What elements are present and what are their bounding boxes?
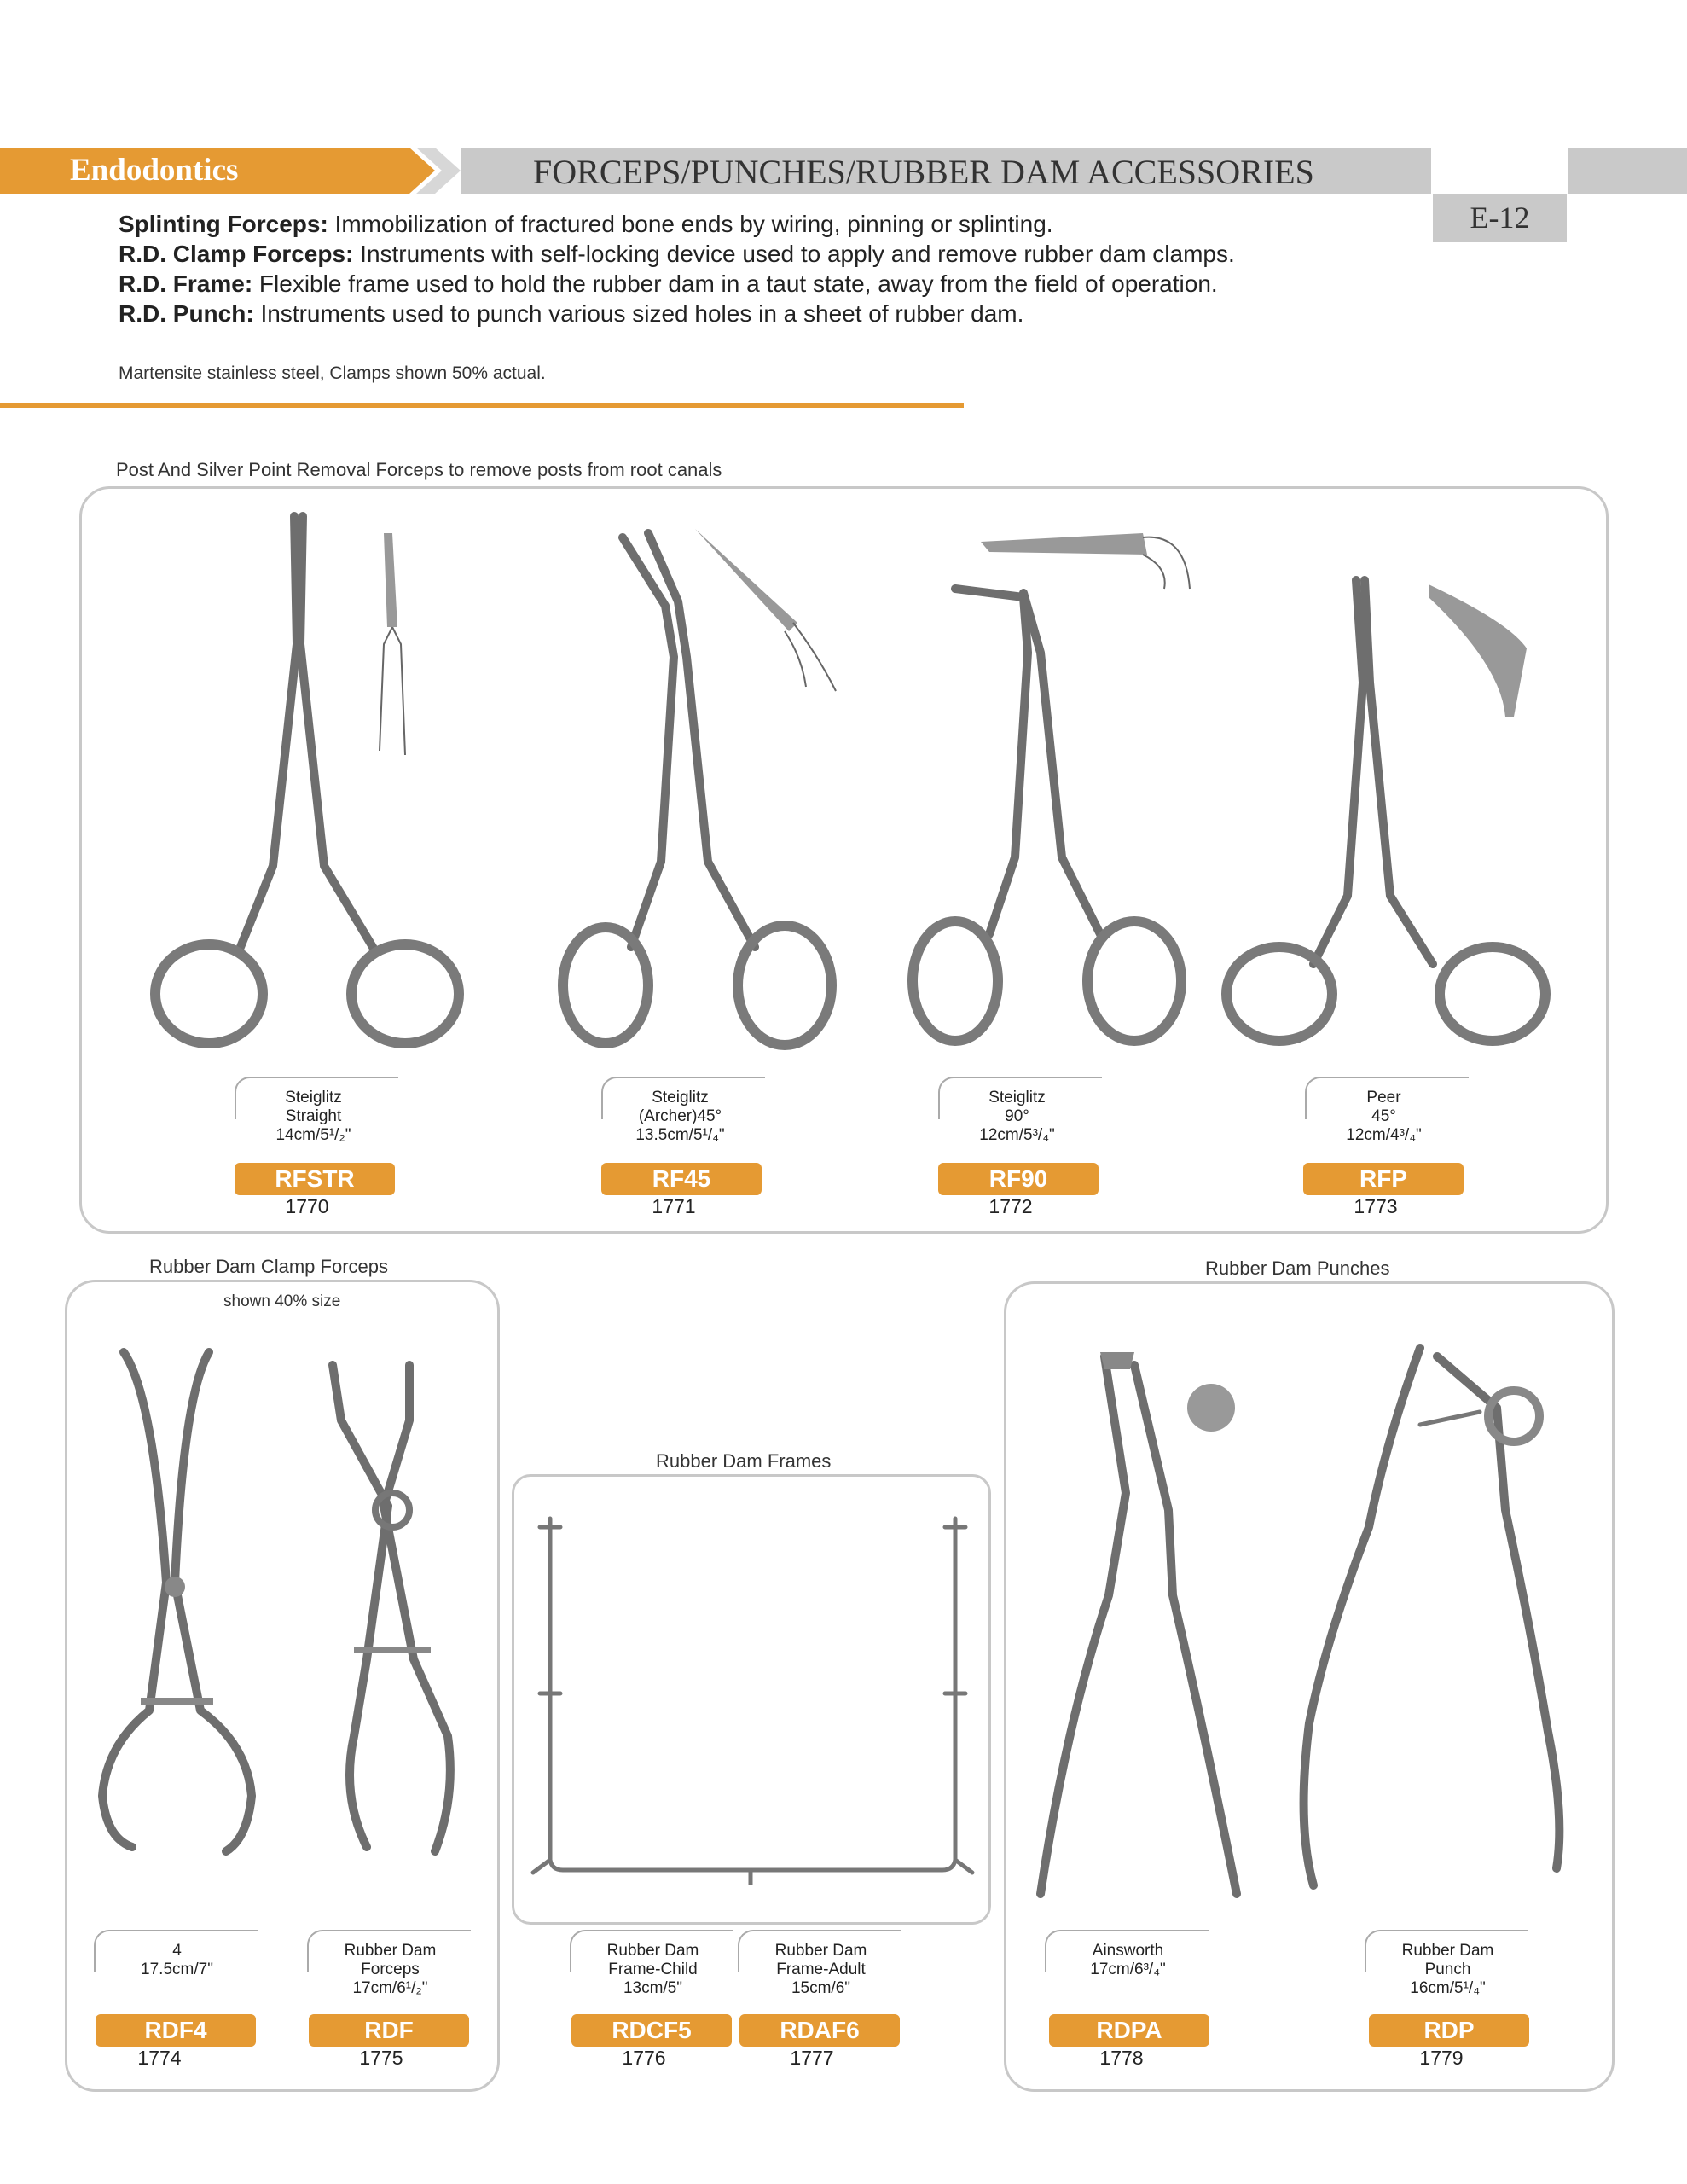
product-name-line: Straight bbox=[285, 1107, 342, 1125]
code-badge-rdf: RDF bbox=[309, 2014, 469, 2047]
product-label-rdf4 bbox=[94, 1930, 260, 1978]
section-caption-frames: Rubber Dam Frames bbox=[656, 1450, 832, 1472]
code-badge-rf45: RF45 bbox=[601, 1163, 762, 1195]
product-name-line: Frame-Child bbox=[608, 1960, 698, 1978]
product-label-rdf bbox=[307, 1930, 473, 1997]
product-label-rdp bbox=[1365, 1930, 1531, 1997]
product-size: 14cm/5¹/₂" bbox=[275, 1126, 351, 1144]
item-number: 1776 bbox=[622, 2047, 666, 2069]
product-name-line: Rubber Dam bbox=[344, 1942, 437, 1960]
section-title: FORCEPS/PUNCHES/RUBBER DAM ACCESSORIES bbox=[533, 153, 1314, 191]
clamp-forceps-rdf4-image bbox=[81, 1344, 277, 1856]
divider bbox=[0, 403, 964, 408]
product-name-line: Peer bbox=[1366, 1089, 1401, 1107]
item-number: 1777 bbox=[790, 2047, 834, 2069]
code-badge-rfstr: RFSTR bbox=[235, 1163, 395, 1195]
category-title: Endodontics bbox=[70, 153, 239, 188]
product-size: 17cm/6¹/₂" bbox=[352, 1979, 428, 1997]
section-caption-punches: Rubber Dam Punches bbox=[1205, 1258, 1390, 1279]
forceps-peer-image bbox=[1220, 563, 1561, 1058]
code-badge-rdp: RDP bbox=[1369, 2014, 1529, 2047]
code-badge-rdf4: RDF4 bbox=[96, 2014, 256, 2047]
product-size: 17.5cm/7" bbox=[141, 1960, 213, 1978]
material-note: Martensite stainless steel, Clamps shown 50% actual. bbox=[119, 363, 546, 383]
product-label-rdpa bbox=[1045, 1930, 1211, 1978]
product-name-line: (Archer)45° bbox=[638, 1107, 722, 1125]
product-name-line: Forceps bbox=[361, 1960, 420, 1978]
code-badge-rdcf5: RDCF5 bbox=[571, 2014, 732, 2047]
product-name-line: Rubber Dam bbox=[606, 1942, 699, 1960]
item-number: 1773 bbox=[1354, 1195, 1398, 1217]
product-size: 13.5cm/5¹/₄" bbox=[635, 1126, 725, 1144]
description-item: R.D. Frame: Flexible frame used to hold the rubber dam in a taut state, away from the field of operation. bbox=[119, 270, 1218, 297]
code-badge-rdpa: RDPA bbox=[1049, 2014, 1209, 2047]
item-number: 1772 bbox=[988, 1195, 1033, 1217]
product-name-line: 90° bbox=[1005, 1107, 1029, 1125]
code-badge-rfp: RFP bbox=[1303, 1163, 1464, 1195]
product-label-rfstr bbox=[230, 1077, 397, 1144]
item-number: 1770 bbox=[285, 1195, 329, 1217]
page-number: E-12 bbox=[1470, 200, 1530, 235]
product-name-line: Punch bbox=[1424, 1960, 1471, 1978]
section-caption-removal: Post And Silver Point Removal Forceps to remove posts from root canals bbox=[116, 459, 722, 480]
product-label-rf90 bbox=[934, 1077, 1100, 1144]
product-name-line: Rubber Dam bbox=[1401, 1942, 1494, 1960]
product-size: 17cm/6³/₄" bbox=[1090, 1960, 1166, 1978]
item-number: 1774 bbox=[137, 2047, 182, 2069]
frame-image bbox=[516, 1502, 989, 1885]
product-name-line: 4 bbox=[172, 1942, 182, 1960]
size-note: shown 40% size bbox=[223, 1292, 341, 1310]
description-item: R.D. Punch: Instruments used to punch various sized holes in a sheet of rubber dam. bbox=[119, 300, 1024, 327]
product-name-line: Steiglitz bbox=[988, 1089, 1046, 1107]
section-caption-clamp-forceps: Rubber Dam Clamp Forceps bbox=[149, 1256, 388, 1277]
product-size: 12cm/5³/₄" bbox=[979, 1126, 1055, 1144]
forceps-45-image bbox=[546, 520, 878, 1066]
product-size: 12cm/4³/₄" bbox=[1346, 1126, 1422, 1144]
product-name-line: Ainsworth bbox=[1092, 1942, 1164, 1960]
forceps-90-image bbox=[896, 533, 1237, 1062]
product-name-line: Steiglitz bbox=[285, 1089, 342, 1107]
item-number: 1778 bbox=[1099, 2047, 1144, 2069]
product-label-rdcf5 bbox=[570, 1930, 736, 1997]
product-label-rfp bbox=[1301, 1077, 1467, 1144]
code-badge-rdaf6: RDAF6 bbox=[739, 2014, 900, 2047]
item-number: 1779 bbox=[1419, 2047, 1464, 2069]
product-name-line: Rubber Dam bbox=[774, 1942, 867, 1960]
clamp-forceps-rdf-image bbox=[316, 1352, 478, 1864]
forceps-straight-image bbox=[145, 508, 478, 1054]
product-name-line: Frame-Adult bbox=[776, 1960, 866, 1978]
code-badge-rf90: RF90 bbox=[938, 1163, 1099, 1195]
punch-ainsworth-image bbox=[1023, 1339, 1279, 1902]
product-size: 15cm/6" bbox=[791, 1979, 851, 1997]
product-label-rf45 bbox=[597, 1077, 763, 1144]
item-number: 1775 bbox=[359, 2047, 403, 2069]
section-band-right bbox=[1568, 148, 1687, 194]
description-list bbox=[119, 209, 1235, 328]
product-size: 16cm/5¹/₄" bbox=[1410, 1979, 1486, 1997]
product-size: 13cm/5" bbox=[623, 1979, 683, 1997]
description-item: R.D. Clamp Forceps: Instruments with self-locking device used to apply and remove rubber dam clamps. bbox=[119, 241, 1235, 267]
item-number: 1771 bbox=[652, 1195, 696, 1217]
product-name-line: Steiglitz bbox=[652, 1089, 709, 1107]
punch-rdp-image bbox=[1275, 1339, 1591, 1902]
product-label-rdaf6 bbox=[738, 1930, 904, 1997]
description-item: Splinting Forceps: Immobilization of fractured bone ends by wiring, pinning or splinting. bbox=[119, 211, 1053, 237]
product-name-line: 45° bbox=[1371, 1107, 1396, 1125]
